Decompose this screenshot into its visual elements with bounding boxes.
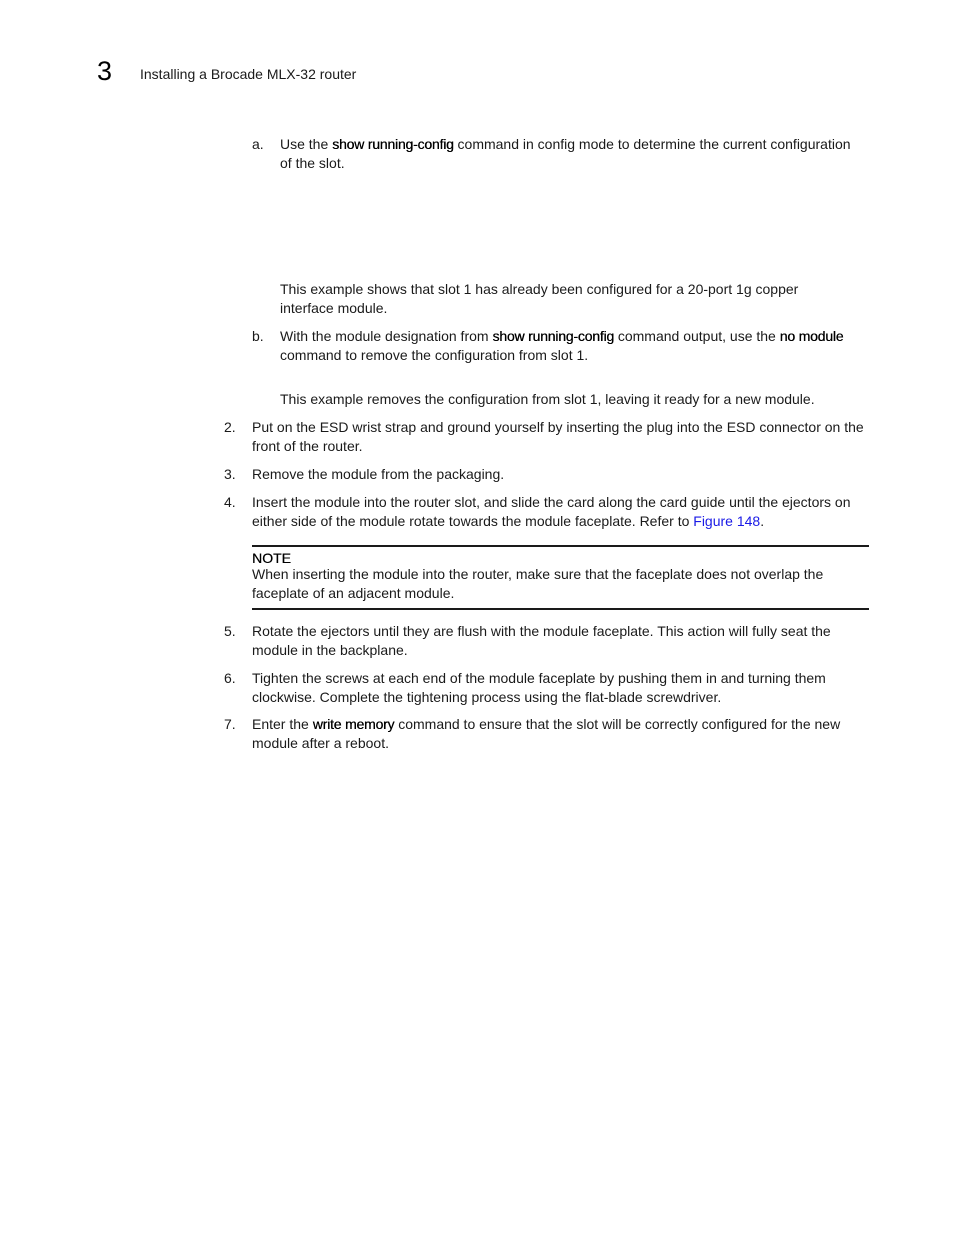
step-4-text bbox=[252, 493, 870, 531]
substep-a-marker: a. bbox=[252, 136, 264, 152]
step-2-marker: 2. bbox=[224, 419, 236, 435]
substep-b-text bbox=[280, 327, 855, 365]
chapter-title: Installing a Brocade MLX-32 router bbox=[140, 66, 357, 82]
substep-a-text-part: Use the bbox=[280, 136, 333, 152]
note-bottom-rule bbox=[252, 608, 869, 610]
step-4-text-part: Insert the module into the router slot, and slide the card along the card guide until the ejectors on either side of the module rotate towards the module faceplate. Refer to bbox=[252, 494, 851, 529]
step-3-marker: 3. bbox=[224, 466, 236, 482]
step-7-text-part: command to ensure that the slot will be correctly configured for the new module after a reboot. bbox=[252, 716, 841, 751]
command-write-memory: write memory bbox=[312, 716, 395, 732]
substep-b-text-part: command output, use the bbox=[613, 328, 780, 344]
step-7-text-part: Enter the bbox=[252, 716, 313, 732]
command-show-running-config: show running-config bbox=[332, 136, 454, 152]
substep-b-text-part: command to remove the configuration from slot 1. bbox=[280, 347, 589, 363]
substep-b-text-part: With the module designation from bbox=[280, 328, 493, 344]
step-6-marker: 6. bbox=[224, 670, 236, 686]
step-6-text: Tighten the screws at each end of the module faceplate by pushing them in and turning them clockwise. Complete the tightening process using the flat-blade screwdriver. bbox=[252, 670, 826, 705]
command-no-module: no module bbox=[779, 328, 844, 344]
step-5-text: Rotate the ejectors until they are flush with the module faceplate. This action will fully seat the module in the backplane. bbox=[252, 623, 831, 658]
step-4-marker: 4. bbox=[224, 494, 236, 510]
step-5-marker: 5. bbox=[224, 623, 236, 639]
chapter-number: 3 bbox=[97, 56, 113, 86]
substep-a-text bbox=[280, 135, 855, 173]
note-heading: NOTE bbox=[252, 550, 291, 566]
substep-b-marker: b. bbox=[252, 328, 264, 344]
substep-b-example-note: This example removes the configuration from slot 1, leaving it ready for a new module. bbox=[280, 391, 815, 407]
substep-a-example-note: This example shows that slot 1 has already been configured for a 20-port 1g copper interface module. bbox=[280, 281, 799, 316]
step-7-marker: 7. bbox=[224, 716, 236, 732]
step-2-text: Put on the ESD wrist strap and ground yourself by inserting the plug into the ESD connector on the front of the router. bbox=[252, 419, 864, 454]
step-3-text: Remove the module from the packaging. bbox=[252, 466, 505, 482]
note-text: When inserting the module into the router, make sure that the faceplate does not overlap the faceplate of an adjacent module. bbox=[252, 566, 824, 601]
substep-a-text-part: command in config mode to determine the current configuration of the slot. bbox=[280, 136, 851, 171]
note-top-rule bbox=[252, 545, 869, 547]
command-show-running-config: show running-config bbox=[492, 328, 614, 344]
step-7-text bbox=[252, 715, 870, 753]
step-4-text-part: . bbox=[760, 513, 765, 529]
figure-148-link[interactable]: Figure 148 bbox=[693, 513, 761, 529]
